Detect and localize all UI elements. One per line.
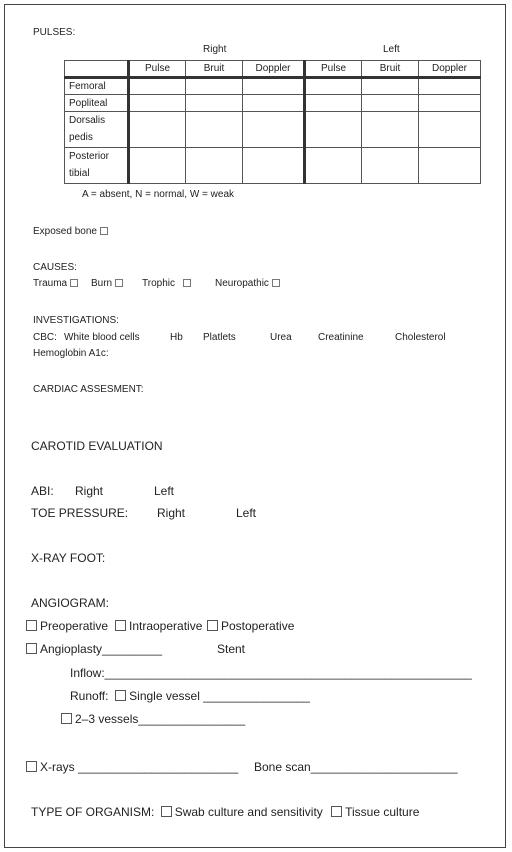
table-cell[interactable] — [362, 112, 419, 148]
table-cell[interactable] — [419, 112, 481, 148]
table-cell[interactable] — [305, 112, 362, 148]
option-label: Postoperative — [221, 619, 295, 633]
angioplasty-label: Angioplasty_________ — [40, 642, 163, 656]
exposed-bone-label: Exposed bone — [33, 226, 97, 237]
table-row — [65, 148, 481, 184]
table-cell[interactable] — [186, 95, 243, 112]
column-header: Doppler — [419, 61, 481, 78]
inflow-field[interactable]: Inflow:_______________________________________________________ — [70, 666, 472, 680]
exposed-bone — [33, 226, 108, 237]
tissue-label: Tissue culture — [345, 805, 420, 819]
table-cell[interactable] — [186, 112, 243, 148]
angioplasty-checkbox[interactable] — [26, 643, 37, 654]
cause-label: Burn — [91, 278, 113, 289]
table-cell[interactable] — [362, 78, 419, 95]
table-cell[interactable] — [305, 95, 362, 112]
swab-checkbox[interactable] — [161, 806, 172, 817]
column-header: Doppler — [243, 61, 305, 78]
xrays-label: X-rays ________________________ — [40, 760, 239, 774]
row-label: Femoral — [65, 78, 129, 95]
table-cell[interactable] — [129, 78, 186, 95]
tissue-checkbox[interactable] — [331, 806, 342, 817]
table-cell[interactable] — [129, 148, 186, 184]
table-cell[interactable] — [305, 148, 362, 184]
cause-checkbox[interactable] — [70, 279, 78, 287]
row-label-header — [65, 61, 129, 78]
runoff — [70, 689, 310, 703]
investigation-item: Urea — [270, 332, 292, 343]
pulses-header-row — [65, 61, 481, 78]
toe-left: Left — [236, 506, 257, 520]
angiogram-intraoperative — [115, 619, 202, 633]
option-label: Preoperative — [40, 619, 109, 633]
cause-trauma — [33, 278, 78, 289]
cause-label: Trauma — [33, 278, 68, 289]
table-row — [65, 112, 481, 148]
table-cell[interactable] — [243, 112, 305, 148]
table-cell[interactable] — [243, 78, 305, 95]
hba1c-label: Hemoglobin A1c: — [33, 348, 109, 359]
column-header: Pulse — [305, 61, 362, 78]
row-label: Posterior tibial — [65, 148, 129, 184]
single-vessel-label: Single vessel ________________ — [129, 689, 310, 703]
swab-label: Swab culture and sensitivity — [174, 805, 323, 819]
investigation-item: White blood cells — [64, 332, 140, 343]
angiogram-preoperative — [26, 619, 108, 633]
organism — [31, 805, 419, 819]
cause-checkbox[interactable] — [183, 279, 191, 287]
table-cell[interactable] — [243, 148, 305, 184]
table-cell[interactable] — [419, 148, 481, 184]
column-header: Bruit — [186, 61, 243, 78]
cause-label: Neuropathic — [215, 278, 269, 289]
abi-left: Left — [154, 484, 175, 498]
angiogram-title: ANGIOGRAM: — [31, 596, 110, 610]
investigations-title: INVESTIGATIONS: — [33, 315, 119, 326]
investigation-item: Cholesterol — [395, 332, 446, 343]
table-cell[interactable] — [362, 148, 419, 184]
preoperative-checkbox[interactable] — [26, 620, 37, 631]
table-row — [65, 95, 481, 112]
single-vessel-checkbox[interactable] — [115, 690, 126, 701]
abi-label: ABI: — [31, 484, 54, 498]
investigation-item: Platlets — [203, 332, 236, 343]
table-cell[interactable] — [129, 95, 186, 112]
column-header: Bruit — [362, 61, 419, 78]
pulses-title: PULSES: — [33, 27, 76, 38]
exposed-bone-checkbox[interactable] — [100, 227, 108, 235]
option-label: Intraoperative — [129, 619, 203, 633]
two-three-vessels-label: 2–3 vessels________________ — [75, 712, 246, 726]
cause-label: Trophic — [142, 278, 175, 289]
pulses-legend: A = absent, N = normal, W = weak — [82, 189, 235, 200]
two-three-vessels — [61, 712, 245, 726]
toe-right: Right — [157, 506, 186, 520]
cause-checkbox[interactable] — [115, 279, 123, 287]
row-label: Popliteal — [65, 95, 129, 112]
row-label: Dorsalis pedis — [65, 112, 129, 148]
runoff-label: Runoff: — [70, 689, 109, 703]
cardiac-assessment: CARDIAC ASSESMENT: — [33, 384, 144, 395]
table-row — [65, 78, 481, 95]
table-cell[interactable] — [305, 78, 362, 95]
table-cell[interactable] — [186, 148, 243, 184]
cause-checkbox[interactable] — [272, 279, 280, 287]
xray-foot: X-RAY FOOT: — [31, 551, 106, 565]
postoperative-checkbox[interactable] — [207, 620, 218, 631]
pulses-right-label: Right — [203, 44, 227, 55]
cause-neuropathic — [215, 278, 280, 289]
column-header: Pulse — [129, 61, 186, 78]
table-cell[interactable] — [243, 95, 305, 112]
angioplasty — [26, 642, 162, 656]
table-cell[interactable] — [186, 78, 243, 95]
carotid-evaluation: CAROTID EVALUATION — [31, 439, 163, 453]
causes-title: CAUSES: — [33, 262, 77, 273]
investigation-item: Hb — [170, 332, 183, 343]
investigation-item: Creatinine — [318, 332, 364, 343]
angiogram-postoperative — [207, 619, 294, 633]
xrays — [26, 760, 238, 774]
toe-pressure-label: TOE PRESSURE: — [31, 506, 129, 520]
cbc-label: CBC: — [33, 332, 57, 343]
intraoperative-checkbox[interactable] — [115, 620, 126, 631]
table-cell[interactable] — [419, 78, 481, 95]
two-three-vessels-checkbox[interactable] — [61, 713, 72, 724]
stent-label: Stent — [217, 642, 246, 656]
pulses-left-label: Left — [383, 44, 400, 55]
xrays-checkbox[interactable] — [26, 761, 37, 772]
table-cell[interactable] — [419, 95, 481, 112]
table-cell[interactable] — [129, 112, 186, 148]
cause-trophic — [142, 278, 191, 289]
table-cell[interactable] — [362, 95, 419, 112]
abi-right: Right — [75, 484, 104, 498]
cause-burn — [91, 278, 123, 289]
pulses-table — [64, 60, 481, 184]
organism-label: TYPE OF ORGANISM: — [31, 805, 155, 819]
bone-scan-field[interactable]: Bone scan______________________ — [254, 760, 458, 774]
